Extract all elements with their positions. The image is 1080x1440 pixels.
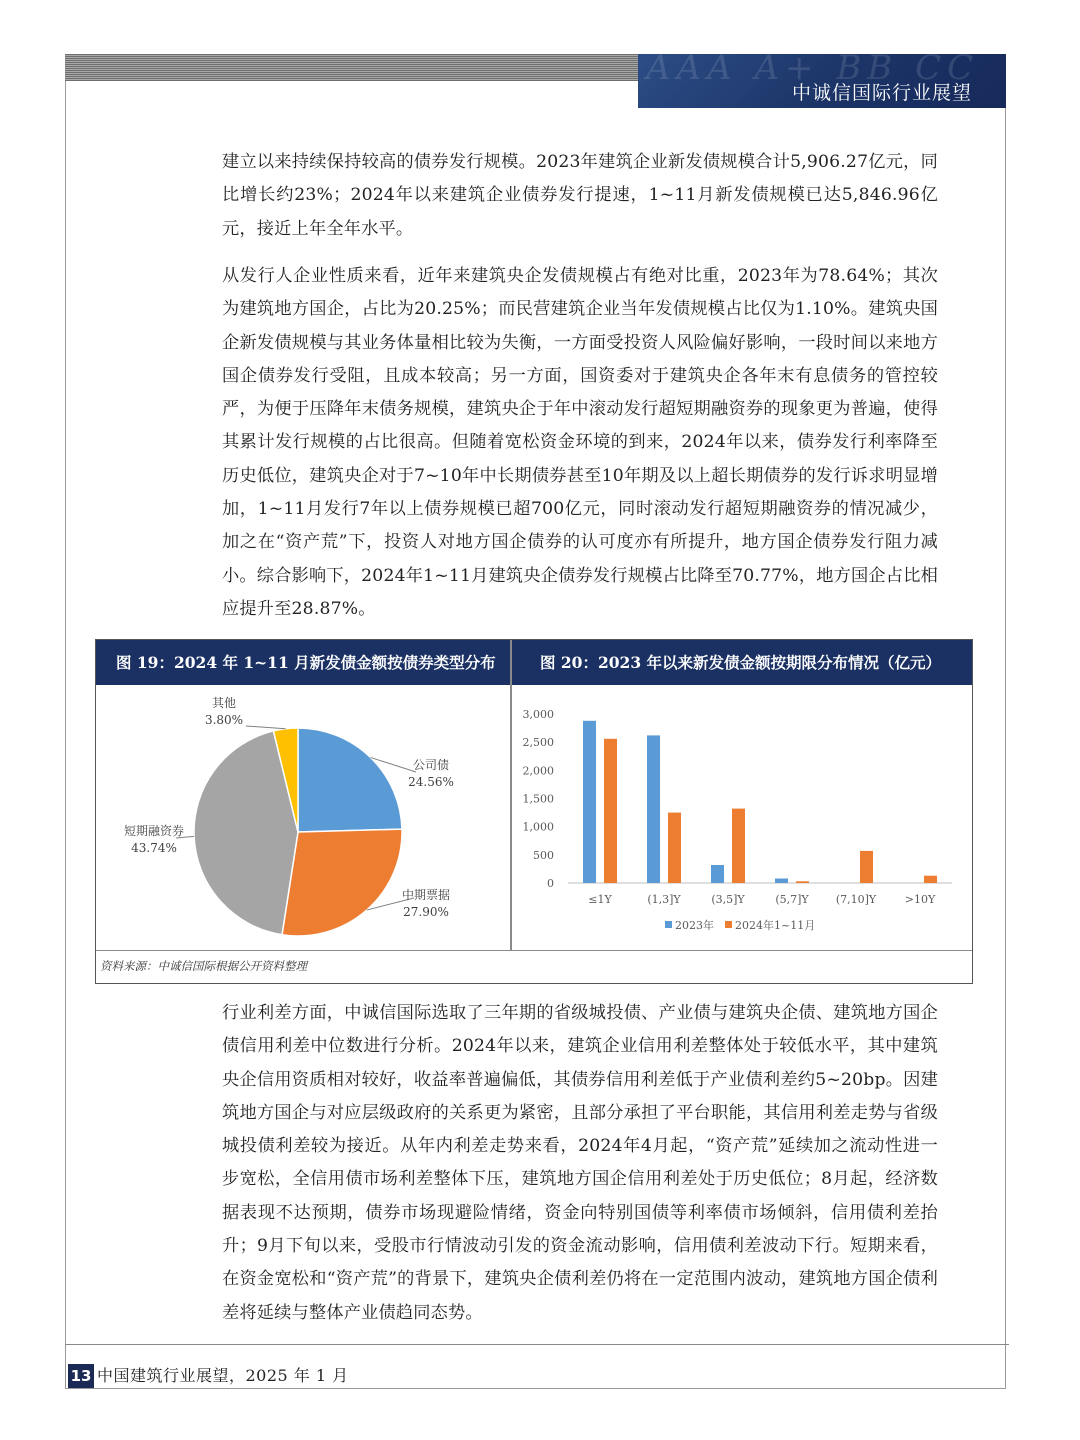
x-tick-label: (5,7]Y [775, 893, 809, 906]
footer-rule [65, 1344, 1009, 1345]
bar-mark [860, 851, 873, 883]
pie-slice-value: 27.90% [403, 905, 449, 919]
y-tick-label: 500 [533, 848, 554, 862]
page-frame-right [1005, 54, 1006, 1388]
header-title: 中诚信国际行业展望 [791, 82, 972, 104]
pie-leader-line [246, 726, 286, 729]
x-tick-label: ≤1Y [588, 893, 612, 906]
figure-source: 资料来源：中诚信国际根据公开资料整理 [100, 959, 307, 973]
paragraph-credit-spread: 行业利差方面，中诚信国际选取了三年期的省级城投债、产业债与建筑央企债、建筑地方国企债信用利差中位数进行分析。2024年以来，建筑企业信用利差整体处于较低水平，其中建筑央企信用资质相对较好，收益率普遍偏低，其债券信用利差低于产业债利差约5~20bp。因建筑地方国企与对应层级政府的关系更为紧密，且部分承担了平台职能，其信用利差走势与省级城投债利差较为接近。从年内利差走势来看，2024年4月起，“资产荒”延续加之流动性进一步宽松，全信用债市场利差整体下压，建筑地方国企信用利差处于历史低位；8月起，经济数据表现不达预期，债券市场现避险情绪，资金向特别国债等利率债市场倾斜，信用债利差抬升；9月下旬以来，受股市行情波动引发的资金流动影响，信用债利差波动下行。短期来看，在资金宽松和“资产荒”的背景下，建筑央企债利差仍将在一定范围内波动，建筑地方国企债利差将延续与整体产业债趋同态势。 [222, 1003, 938, 1323]
figure-bottom-rule [96, 950, 972, 951]
pie-slice [298, 728, 402, 832]
bar-mark [732, 809, 745, 883]
page-bottom-rule [65, 1388, 1006, 1389]
bar-mark [647, 735, 660, 883]
bar-mark [711, 865, 724, 883]
y-tick-label: 1,500 [522, 792, 554, 806]
legend-swatch [665, 921, 672, 928]
paragraph-issuance-scale: 建立以来持续保持较高的债券发行规模。2023年建筑企业新发债规模合计5,906.27亿元，同比增长约23%；2024年以来建筑企业债券发行提速，1~11月新发债规模已达5,846.96亿元，接近上年全年水平。 [222, 152, 938, 239]
y-tick-label: 3,000 [522, 708, 554, 721]
footer-title: 中国建筑行业展望，2025 年 1 月 [97, 1366, 349, 1385]
pie-slice-label: 短期融资券 [123, 824, 185, 838]
x-tick-label: >10Y [904, 893, 936, 906]
y-tick-label: 1,000 [522, 820, 554, 834]
bar-mark [668, 813, 681, 883]
header-watermark: AAA A+ BB CC [646, 54, 980, 88]
y-tick-label: 2,500 [522, 736, 554, 750]
pie-slice-value: 43.74% [131, 841, 177, 855]
bar-mark [775, 879, 788, 884]
y-tick-label: 0 [547, 877, 554, 890]
header-stripe [65, 54, 638, 81]
y-tick-label: 2,000 [522, 764, 554, 778]
paragraph-issuer-nature: 从发行人企业性质来看，近年来建筑央企发债规模占有绝对比重，2023年为78.64%；其次为建筑地方国企，占比为20.25%；而民营建筑企业当年发债规模占比仅为1.10%。建筑央国企新发债规模与其业务体量相比较为失衡，一方面受投资人风险偏好影响，一段时间以来地方国企债券发行受阻，且成本较高；另一方面，国资委对于建筑央企各年末有息债务的管控较严，为便于压降年末债务规模，建筑央企于年中滚动发行超短期融资券的现象更为普遍，使得其累计发行规模的占比很高。但随着宽松资金环境的到来，2024年以来，债券发行利率降至历史低位，建筑央企对于7~10年中长期债券甚至10年期及以上超长期债券的发行诉求明显增加，1~11月发行7年以上债券规模已超700亿元，同时滚动发行超短期融资券的情况减少，加之在“资产荒”下，投资人对地方国企债券的认可度亦有所提升，地方国企债券发行阻力减小。综合影响下，2024年1~11月建筑央企债券发行规模占比降至70.77%，地方国企占比相应提升至28.87%。 [222, 266, 938, 619]
bar-mark [796, 881, 809, 883]
page-frame-left [65, 54, 66, 1388]
pie-slice-value: 24.56% [408, 775, 454, 789]
figure-panel [95, 639, 973, 984]
page-number: 13 [68, 1364, 94, 1388]
legend-label: 2024年1~11月 [735, 919, 816, 932]
legend-swatch [725, 921, 732, 928]
header-banner [638, 54, 1006, 108]
pie-slice-label: 其他 [211, 696, 237, 710]
legend-label: 2023年 [675, 919, 714, 932]
x-tick-label: (1,3]Y [647, 893, 681, 906]
pie-slice [282, 829, 402, 936]
x-tick-label: (7,10]Y [835, 893, 877, 906]
pie-slice-label: 公司债 [412, 758, 450, 772]
pie-slice-label: 中期票据 [401, 888, 451, 902]
bar-chart [512, 686, 972, 950]
bar-mark [924, 876, 937, 883]
bar-mark [604, 739, 617, 883]
x-tick-label: (3,5]Y [711, 893, 745, 906]
figure-20-title: 图 20：2023 年以来新发债金额按期限分布情况（亿元） [512, 640, 972, 685]
bar-mark [583, 721, 596, 883]
pie-slice-value: 3.80% [204, 713, 244, 727]
figure-19-title: 图 19：2024 年 1~11 月新发债金额按债券类型分布 [96, 640, 510, 685]
pie-chart [96, 686, 510, 950]
